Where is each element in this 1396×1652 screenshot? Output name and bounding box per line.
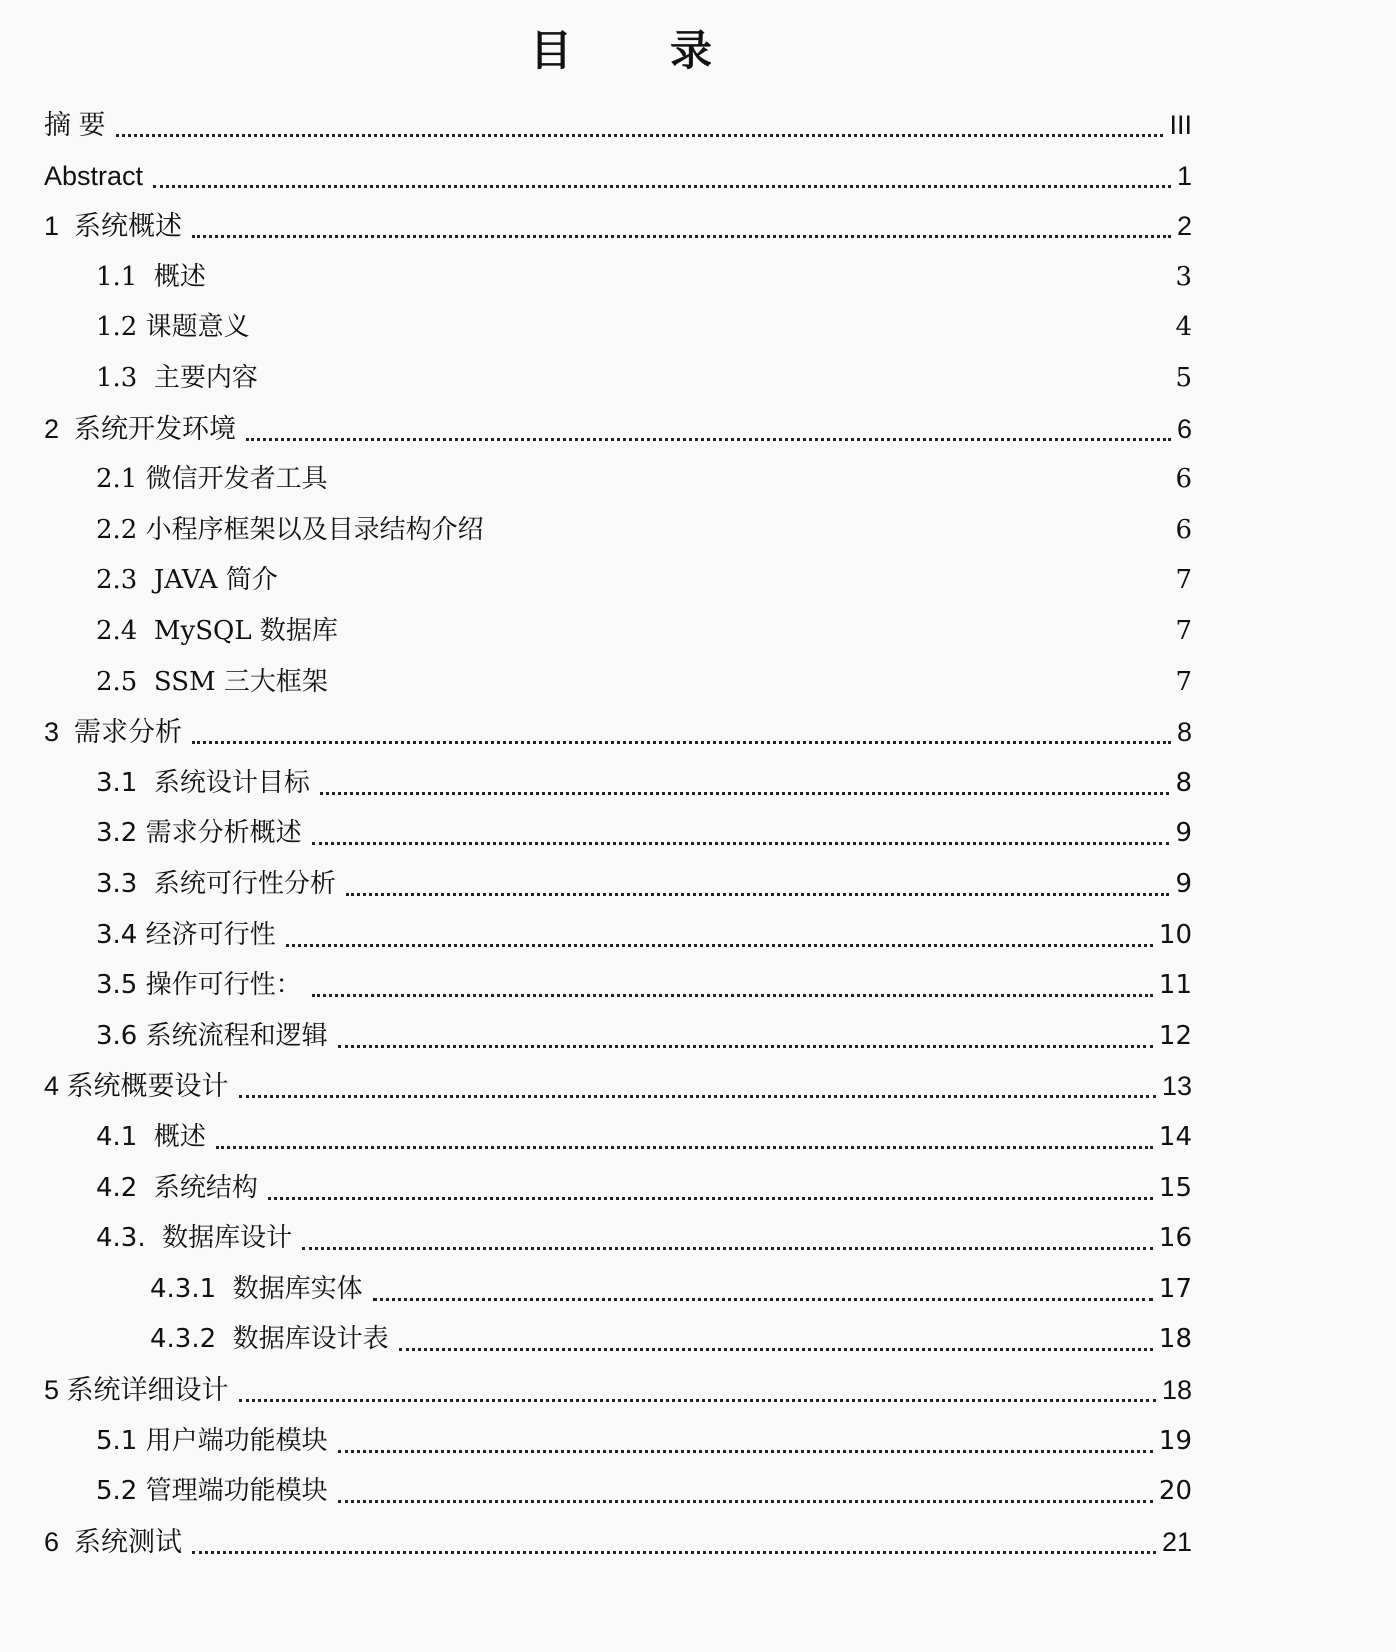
toc-entry[interactable] bbox=[96, 1011, 1192, 1061]
dot-leader bbox=[302, 1247, 1153, 1250]
dot-leader bbox=[246, 438, 1171, 441]
toc-entry[interactable] bbox=[150, 1264, 1192, 1314]
toc-entry-page-number: 6 bbox=[1175, 464, 1192, 495]
toc-entry-label: 4.3. 数据库设计 bbox=[96, 1223, 293, 1254]
toc-entry-page-number: 20 bbox=[1158, 1476, 1192, 1507]
toc-entry-label: 4 系统概要设计 bbox=[44, 1071, 229, 1102]
toc-entry-page-number: 2 bbox=[1176, 211, 1192, 242]
dot-leader bbox=[192, 1551, 1156, 1554]
dot-leader bbox=[116, 134, 1164, 137]
toc-entry-page-number: 7 bbox=[1175, 565, 1192, 596]
dot-leader bbox=[312, 994, 1153, 997]
toc-entry-label: 2.4 MySQL 数据库 bbox=[96, 616, 338, 646]
toc-entry-page-number: III bbox=[1169, 110, 1192, 140]
toc-entry[interactable] bbox=[44, 707, 1192, 757]
toc-entry-label: 3 需求分析 bbox=[44, 717, 183, 748]
toc-entry-page-number: 1 bbox=[1176, 160, 1192, 191]
toc-entry-label: 4.2 系统结构 bbox=[96, 1172, 258, 1203]
toc-entry-page-number: 5 bbox=[1175, 363, 1192, 393]
toc-entry[interactable] bbox=[96, 353, 1192, 403]
toc-entry-label: 3.5 操作可行性： bbox=[96, 970, 302, 1001]
toc-entry-label: 5.1 用户端功能模块 bbox=[96, 1425, 328, 1456]
dot-leader bbox=[338, 1450, 1153, 1453]
toc-entry-page-number: 18 bbox=[1158, 1324, 1192, 1355]
dot-leader bbox=[338, 1500, 1153, 1503]
dot-leader bbox=[346, 893, 1170, 896]
toc-entry-page-number: 21 bbox=[1161, 1526, 1192, 1557]
toc-entry-page-number: 19 bbox=[1158, 1425, 1192, 1456]
toc-entry-label: 4.3.2 数据库设计表 bbox=[150, 1324, 389, 1355]
dot-leader bbox=[239, 1399, 1156, 1402]
toc-entry[interactable] bbox=[44, 100, 1192, 150]
toc-entry-label: 1 系统概述 bbox=[44, 211, 183, 242]
toc-entry[interactable] bbox=[96, 454, 1192, 504]
toc-entry-label: 3.2 需求分析概述 bbox=[96, 818, 302, 849]
toc-entry-page-number: 9 bbox=[1175, 818, 1192, 849]
toc-entry-label: 摘 要 bbox=[44, 110, 106, 140]
toc-entry-page-number: 15 bbox=[1158, 1172, 1192, 1203]
dot-leader bbox=[312, 842, 1170, 845]
toc-entry-label: 3.6 系统流程和逻辑 bbox=[96, 1020, 328, 1051]
toc-entry-label: 3.1 系统设计目标 bbox=[96, 767, 310, 798]
toc-entry-label: 1.2 课题意义 bbox=[96, 312, 250, 343]
toc-entry[interactable] bbox=[96, 555, 1192, 605]
toc-entry-page-number: 10 bbox=[1158, 919, 1192, 950]
dot-leader bbox=[239, 1095, 1156, 1098]
dot-leader bbox=[216, 1146, 1153, 1149]
toc-entry[interactable] bbox=[96, 1163, 1192, 1213]
toc-entry[interactable] bbox=[44, 404, 1192, 454]
toc-entry[interactable] bbox=[44, 1517, 1192, 1567]
toc-entry-label: 2 系统开发环境 bbox=[44, 413, 237, 444]
toc-entry[interactable] bbox=[96, 859, 1192, 909]
toc-entry[interactable] bbox=[96, 505, 1192, 555]
toc-entry-label: 5.2 管理端功能模块 bbox=[96, 1476, 328, 1507]
dot-leader bbox=[192, 235, 1171, 238]
toc-entry-label: 2.1 微信开发者工具 bbox=[96, 464, 328, 495]
toc-entry-label: 2.5 SSM 三大框架 bbox=[96, 666, 328, 697]
toc-entry-label: Abstract bbox=[44, 160, 144, 191]
toc-entry[interactable] bbox=[96, 606, 1192, 656]
toc-entry-label: 4.3.1 数据库实体 bbox=[150, 1273, 363, 1304]
toc-entry-page-number: 4 bbox=[1175, 312, 1192, 343]
toc-entry[interactable] bbox=[44, 151, 1192, 201]
dot-leader bbox=[373, 1298, 1153, 1301]
dot-leader bbox=[286, 944, 1153, 947]
toc-entry-label: 2.3 JAVA 简介 bbox=[96, 565, 278, 596]
toc-entry[interactable] bbox=[96, 808, 1192, 858]
toc-entry-label: 1.3 主要内容 bbox=[96, 363, 258, 393]
toc-entry-page-number: 14 bbox=[1158, 1122, 1192, 1152]
toc-entry[interactable] bbox=[96, 302, 1192, 352]
toc-entry[interactable] bbox=[96, 758, 1192, 808]
toc-entry[interactable] bbox=[96, 1112, 1192, 1162]
dot-leader bbox=[320, 792, 1170, 795]
toc-entry[interactable] bbox=[96, 1213, 1192, 1263]
toc-entry-page-number: 7 bbox=[1175, 666, 1192, 697]
toc-entry[interactable] bbox=[96, 657, 1192, 707]
toc-entry[interactable] bbox=[44, 1365, 1192, 1415]
toc-entry-page-number: 11 bbox=[1158, 970, 1192, 1001]
toc-entry-page-number: 17 bbox=[1158, 1273, 1192, 1304]
toc-entry-page-number: 8 bbox=[1175, 767, 1192, 798]
dot-leader bbox=[192, 741, 1171, 744]
toc-entry-label: 5 系统详细设计 bbox=[44, 1375, 229, 1405]
toc-entry-page-number: 3 bbox=[1175, 261, 1192, 292]
toc-entry-page-number: 16 bbox=[1158, 1223, 1192, 1254]
toc-entry-page-number: 6 bbox=[1176, 413, 1192, 444]
dot-leader bbox=[399, 1348, 1153, 1351]
toc-entry-label: 3.3 系统可行性分析 bbox=[96, 869, 336, 899]
toc-entry[interactable] bbox=[150, 1314, 1192, 1364]
dot-leader bbox=[268, 1197, 1153, 1200]
toc-entry-page-number: 13 bbox=[1161, 1071, 1192, 1102]
toc-entry-label: 4.1 概述 bbox=[96, 1122, 206, 1152]
toc-entry[interactable] bbox=[96, 252, 1192, 302]
toc-entry-page-number: 12 bbox=[1158, 1020, 1192, 1051]
toc-entry[interactable] bbox=[96, 1466, 1192, 1516]
toc-entry-label: 3.4 经济可行性 bbox=[96, 919, 276, 950]
toc-entry[interactable] bbox=[44, 1061, 1192, 1111]
toc-entry[interactable] bbox=[96, 960, 1192, 1010]
toc-entry-label: 1.1 概述 bbox=[96, 261, 206, 292]
toc-entry-page-number: 8 bbox=[1176, 717, 1192, 748]
toc-entry-page-number: 9 bbox=[1175, 869, 1192, 899]
toc-entry-page-number: 18 bbox=[1161, 1375, 1192, 1405]
dot-leader bbox=[153, 185, 1171, 188]
toc-entry[interactable] bbox=[96, 1416, 1192, 1466]
toc-entry[interactable] bbox=[44, 201, 1192, 251]
toc-entry-label: 2.2 小程序框架以及目录结构介绍 bbox=[96, 514, 484, 545]
dot-leader bbox=[338, 1045, 1153, 1048]
toc-title: 目 录 bbox=[529, 26, 740, 75]
toc-entry-label: 6 系统测试 bbox=[44, 1526, 183, 1557]
toc-entry-page-number: 6 bbox=[1175, 514, 1192, 545]
toc-entry[interactable] bbox=[96, 910, 1192, 960]
toc-entry-page-number: 7 bbox=[1175, 616, 1192, 646]
